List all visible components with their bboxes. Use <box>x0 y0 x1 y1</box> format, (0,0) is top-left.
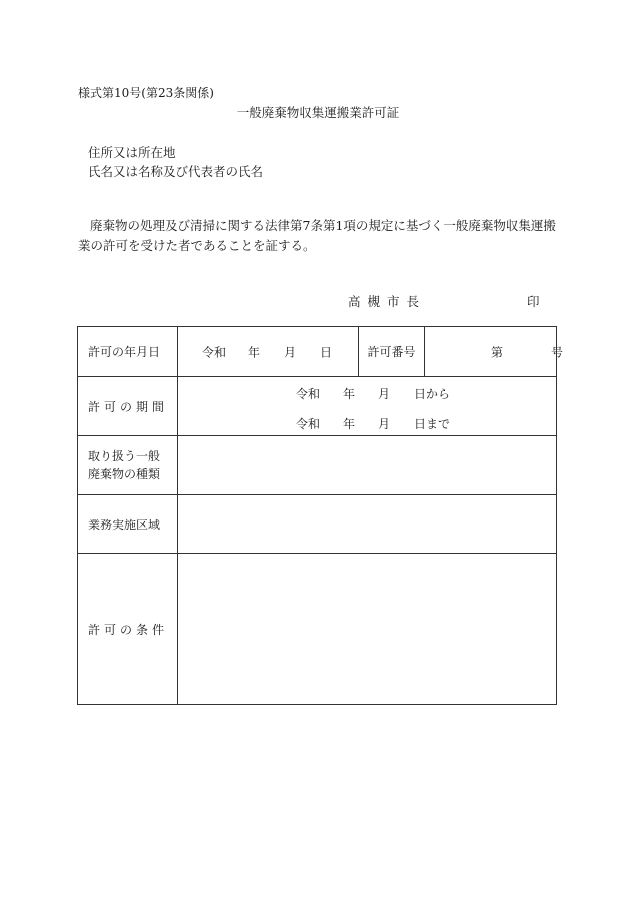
table-row <box>78 495 557 554</box>
table-row <box>78 377 557 436</box>
form-number: 様式第10号(第23条関係) <box>78 86 214 100</box>
mayor-title: 高槻市長 <box>348 294 427 309</box>
permit-number-field <box>425 327 564 377</box>
service-area-field <box>178 495 557 554</box>
waste-type-field <box>178 436 557 495</box>
to-day: 日まで <box>414 417 451 431</box>
seal-mark: 印 <box>527 294 540 309</box>
table-row <box>78 327 557 377</box>
from-year: 年 <box>343 387 356 401</box>
month-label: 月 <box>284 345 297 359</box>
service-area-label: 業務実施区域 <box>78 495 178 554</box>
to-era: 令和 <box>296 417 321 431</box>
from-month: 月 <box>378 387 391 401</box>
number-prefix: 第 <box>491 345 504 359</box>
permit-table <box>77 326 564 705</box>
year-label: 年 <box>248 345 261 359</box>
name-label: 氏名又は名称及び代表者の氏名 <box>88 164 264 179</box>
address-label: 住所又は所在地 <box>88 145 176 160</box>
waste-type-label-line2: 廃棄物の種類 <box>88 467 161 481</box>
day-label: 日 <box>320 345 333 359</box>
conditions-label: 許可の条件 <box>78 554 178 705</box>
table-row <box>78 554 557 705</box>
waste-type-label-line1: 取り扱う一般 <box>88 449 161 463</box>
permit-number-label: 許可番号 <box>359 327 425 377</box>
from-era: 令和 <box>296 387 321 401</box>
permit-date-field <box>178 327 359 377</box>
number-suffix: 号 <box>551 345 564 359</box>
permit-date-label: 許可の年月日 <box>78 327 178 377</box>
era-label: 令和 <box>202 345 227 359</box>
period-field <box>178 377 557 436</box>
to-month: 月 <box>378 417 391 431</box>
table-row <box>78 436 557 495</box>
conditions-field <box>178 554 557 705</box>
document-title: 一般廃棄物収集運搬業許可証 <box>236 105 400 120</box>
to-year: 年 <box>343 417 356 431</box>
certification-text: 廃棄物の処理及び清掃に関する法律第7条第1項の規定に基づく一般廃棄物収集運搬業の許可を受けた者であることを証する。 <box>78 218 556 253</box>
from-day: 日から <box>414 387 451 401</box>
waste-type-label <box>78 436 178 495</box>
period-label: 許可の期間 <box>78 377 178 436</box>
